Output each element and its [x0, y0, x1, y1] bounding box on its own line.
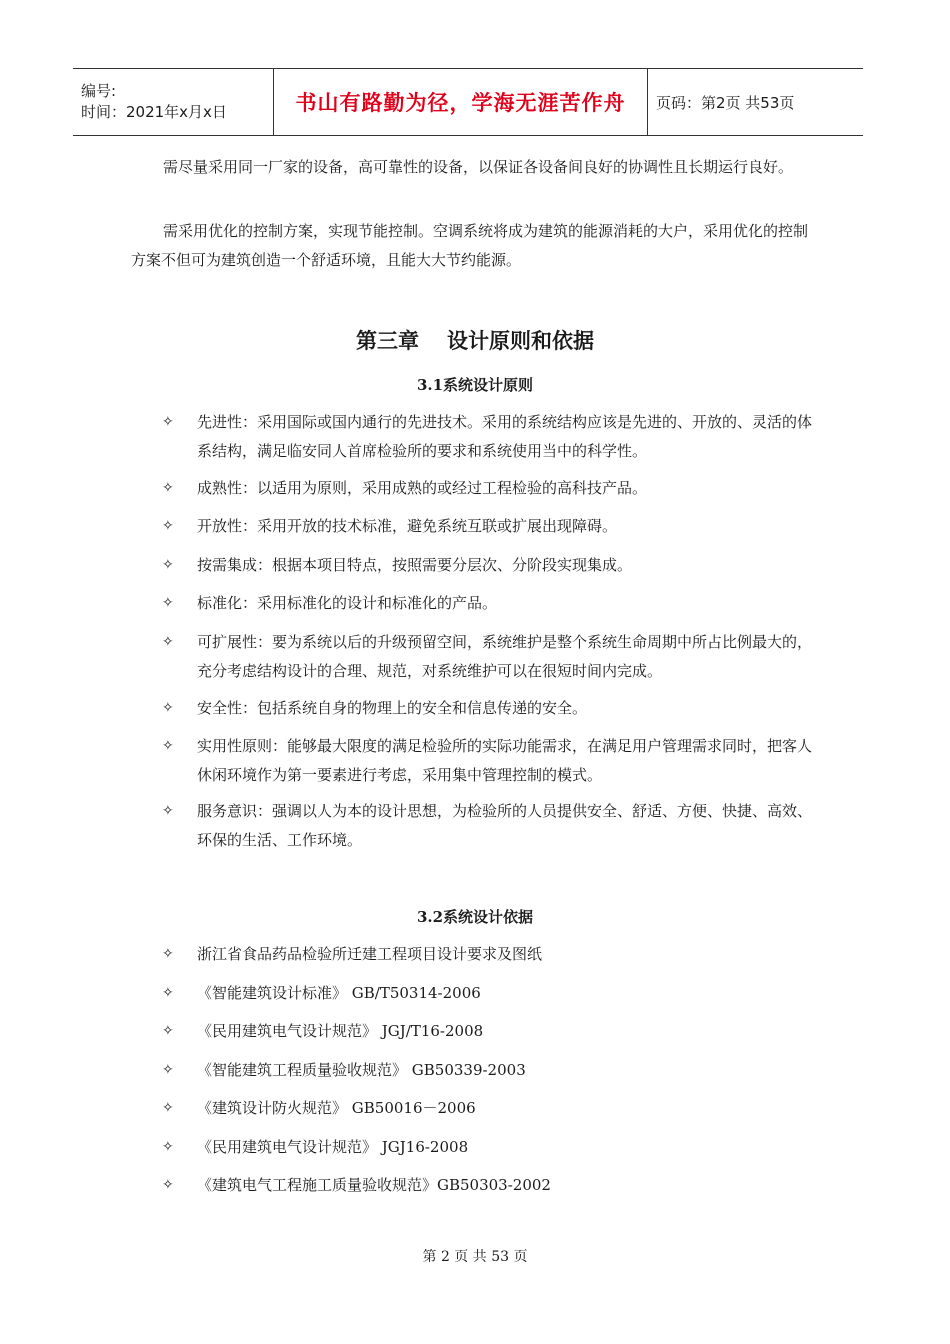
principle-item: ✧ 开放性：采用开放的技术标准，避免系统互联或扩展出现障碍。 — [162, 512, 812, 541]
basis-item: ✧ 《智能建筑设计标准》 GB/T50314-2006 — [162, 979, 812, 1008]
diamond-bullet-icon: ✧ — [162, 518, 174, 534]
diamond-bullet-icon: ✧ — [162, 985, 174, 1001]
diamond-bullet-icon: ✧ — [162, 700, 174, 716]
diamond-bullet-icon: ✧ — [162, 1062, 174, 1078]
diamond-bullet-icon: ✧ — [162, 1100, 174, 1116]
section-heading: 3.1系统设计原则 — [416, 376, 534, 394]
basis-item: ✧ 《建筑设计防火规范》 GB50016－2006 — [162, 1094, 812, 1123]
principle-item: ✧ 先进性：采用国际或国内通行的先进技术。采用的系统结构应该是先进的、开放的、灵活的体系结构，满足临安同人首席检验所的要求和系统使用当中的科学性。 — [162, 408, 812, 466]
diamond-bullet-icon: ✧ — [162, 1177, 174, 1193]
header-page-cell — [648, 69, 863, 135]
chapter-heading — [0, 325, 950, 355]
basis-item: ✧ 浙江省食品药品检验所迁建工程项目设计要求及图纸 — [162, 940, 812, 969]
principle-item: ✧ 实用性原则：能够最大限度的满足检验所的实际功能需求，在满足用户管理需求同时，把客人休闲环境作为第一要素进行考虑，采用集中管理控制的模式。 — [162, 732, 812, 790]
intro-paragraph: 需采用优化的控制方案，实现节能控制。空调系统将成为建筑的能源消耗的大户，采用优化的控制方案不但可为建筑创造一个舒适环境，且能大大节约能源。 — [131, 222, 809, 269]
principle-item: ✧ 可扩展性：要为系统以后的升级预留空间，系统维护是整个系统生命周期中所占比例最大的，充分考虑结构设计的合理、规范，对系统维护可以在很短时间内完成。 — [162, 628, 812, 686]
diamond-bullet-icon: ✧ — [162, 738, 174, 754]
header-slogan: 书山有路勤为径，学海无涯苦作舟 — [295, 91, 626, 115]
diamond-bullet-icon: ✧ — [162, 946, 174, 962]
header-slogan-cell — [274, 69, 648, 135]
diamond-bullet-icon: ✧ — [162, 557, 174, 573]
section-heading: 3.2系统设计依据 — [416, 908, 534, 926]
header-page-code: 页码：第2页 共53页 — [656, 93, 795, 112]
chapter-number: 第三章 — [356, 329, 419, 353]
diamond-bullet-icon: ✧ — [162, 595, 174, 611]
chapter-title: 设计原则和依据 — [447, 329, 594, 353]
principle-item: ✧ 标准化：采用标准化的设计和标准化的产品。 — [162, 589, 812, 618]
document-time-label: 时间：2021年x月x日 — [81, 103, 227, 121]
diamond-bullet-icon: ✧ — [162, 1023, 174, 1039]
header-info-cell — [73, 69, 274, 135]
principle-item: ✧ 服务意识：强调以人为本的设计思想，为检验所的人员提供安全、舒适、方便、快捷、高效、环保的生活、工作环境。 — [162, 797, 812, 855]
diamond-bullet-icon: ✧ — [162, 480, 174, 496]
basis-item: ✧ 《建筑电气工程施工质量验收规范》GB50303-2002 — [162, 1171, 812, 1200]
principle-item: ✧ 按需集成：根据本项目特点，按照需要分层次、分阶段实现集成。 — [162, 551, 812, 580]
basis-item: ✧ 《民用建筑电气设计规范》 JGJ/T16-2008 — [162, 1017, 812, 1046]
intro-paragraph: 需尽量采用同一厂家的设备，高可靠性的设备，以保证各设备间良好的协调性且长期运行良好。 — [163, 158, 794, 176]
page-footer: 第 2 页 共 53 页 — [422, 1249, 528, 1265]
diamond-bullet-icon: ✧ — [162, 414, 174, 430]
basis-item: ✧ 《智能建筑工程质量验收规范》 GB50339-2003 — [162, 1056, 812, 1085]
diamond-bullet-icon: ✧ — [162, 634, 174, 650]
principle-item: ✧ 安全性：包括系统自身的物理上的安全和信息传递的安全。 — [162, 694, 812, 723]
principle-item: ✧ 成熟性：以适用为原则，采用成熟的或经过工程检验的高科技产品。 — [162, 474, 812, 503]
diamond-bullet-icon: ✧ — [162, 803, 174, 819]
diamond-bullet-icon: ✧ — [162, 1139, 174, 1155]
document-number-label: 编号: — [81, 82, 117, 100]
page-header — [73, 68, 863, 136]
basis-item: ✧ 《民用建筑电气设计规范》 JGJ16-2008 — [162, 1133, 812, 1162]
